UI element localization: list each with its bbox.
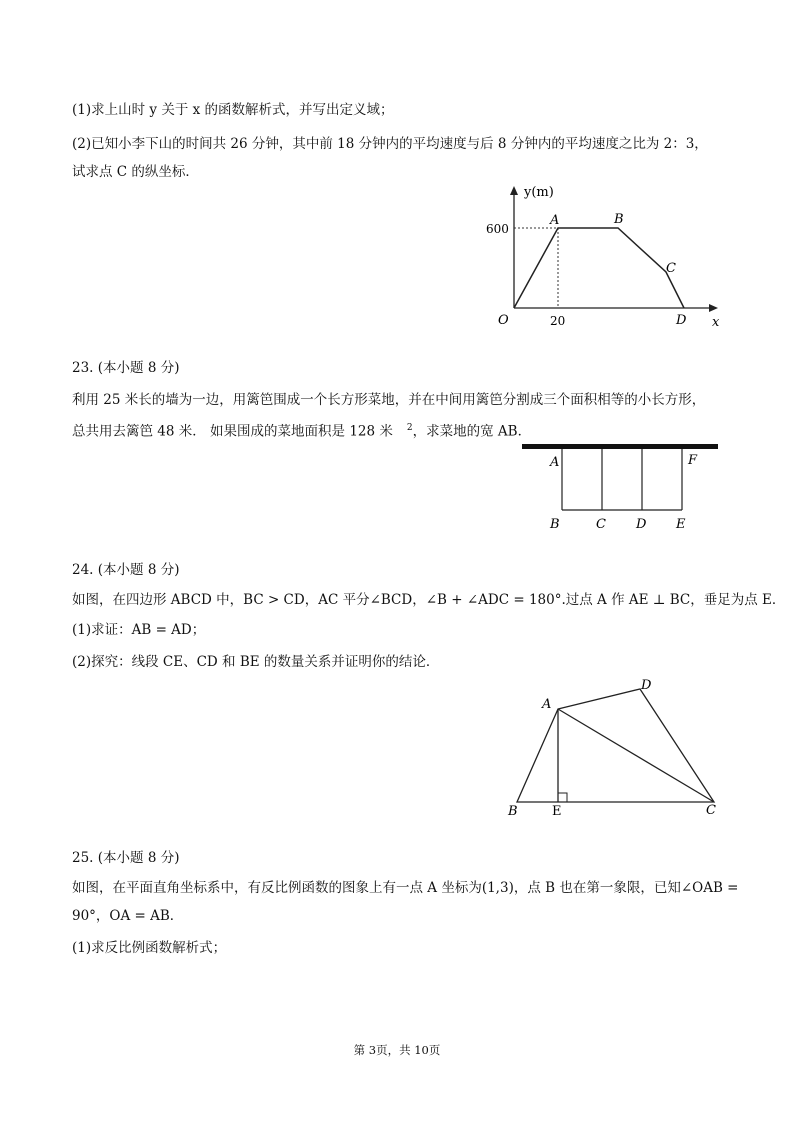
q23-garden-figure [520,440,720,535]
label-f: F [688,453,698,468]
q25-line2: 90°，OA = AB． [72,908,184,924]
q23-line1: 利用 25 米长的墙为一边，用篱笆围成一个长方形菜地，并在中间用篱笆分割成三个面积相等的小长方形， [72,392,706,408]
y-axis-label: y(m) [524,185,554,200]
right-angle-mark [558,793,567,802]
x-tick-20: 20 [550,314,566,328]
distance-time-line [514,228,684,308]
point-label-c: C [666,261,676,276]
diagonal-ac [558,709,714,802]
point-label-d: D [676,313,687,328]
point-label-b: B [614,212,624,227]
q25-header: 25. (本小题 8 分) [72,850,180,866]
x-axis-label: x [712,315,720,330]
q24-part2: (2)探究：线段 CE、CD 和 BE 的数量关系并证明你的结论． [72,654,440,670]
point-label-a: A [550,213,560,228]
x-axis-arrow-icon [709,304,718,312]
q24-line1: 如图，在四边形 ABCD 中，BC > CD，AC 平分∠BCD，∠B + ∠ADC = 180°.过点 A 作 AE ⊥ BC，垂足为点 E． [72,592,786,608]
label-e: E [552,804,562,819]
label-b: B [550,517,560,532]
q25-part1: (1)求反比例函数解析式； [72,940,227,956]
q23-line2: 总共用去篱笆 48 米． 如果围成的菜地面积是 128 米 $^2$，求菜地的宽 AB． [72,423,532,440]
superscript-2: 2 [406,423,413,433]
label-e: E [676,517,686,532]
q22-part2: (2)已知小李下山的时间共 26 分钟，其中前 18 分钟内的平均速度与后 8 分钟内的平均速度之比为 2：3， [72,136,708,152]
q22-part2-cont: 试求点 C 的纵坐标． [72,164,199,180]
label-a: A [542,697,552,712]
page-footer: 第 3页，共 10页 [353,1043,441,1057]
label-d: D [641,678,652,693]
label-a: A [550,455,560,470]
label-d: D [636,517,647,532]
y-axis-arrow-icon [510,186,518,195]
q24-part1: (1)求证：AB = AD； [72,622,206,638]
q23-header: 23. (本小题 8 分) [72,360,180,376]
origin-label: O [498,313,509,328]
wall [522,444,718,449]
q24-header: 24. (本小题 8 分) [72,562,180,578]
q24-quadrilateral-figure [500,672,730,822]
q25-line1: 如图，在平面直角坐标系中，有反比例函数的图象上有一点 A 坐标为(1,3)，点 B 也在第一象限，已知∠OAB = [72,880,739,896]
label-c: C [596,517,606,532]
y-tick-600: 600 [486,222,509,236]
q22-part1: (1)求上山时 y 关于 x 的函数解析式，并写出定义域； [72,102,394,118]
label-b: B [508,804,518,819]
q22-graph [480,180,730,330]
label-c: C [706,803,716,818]
